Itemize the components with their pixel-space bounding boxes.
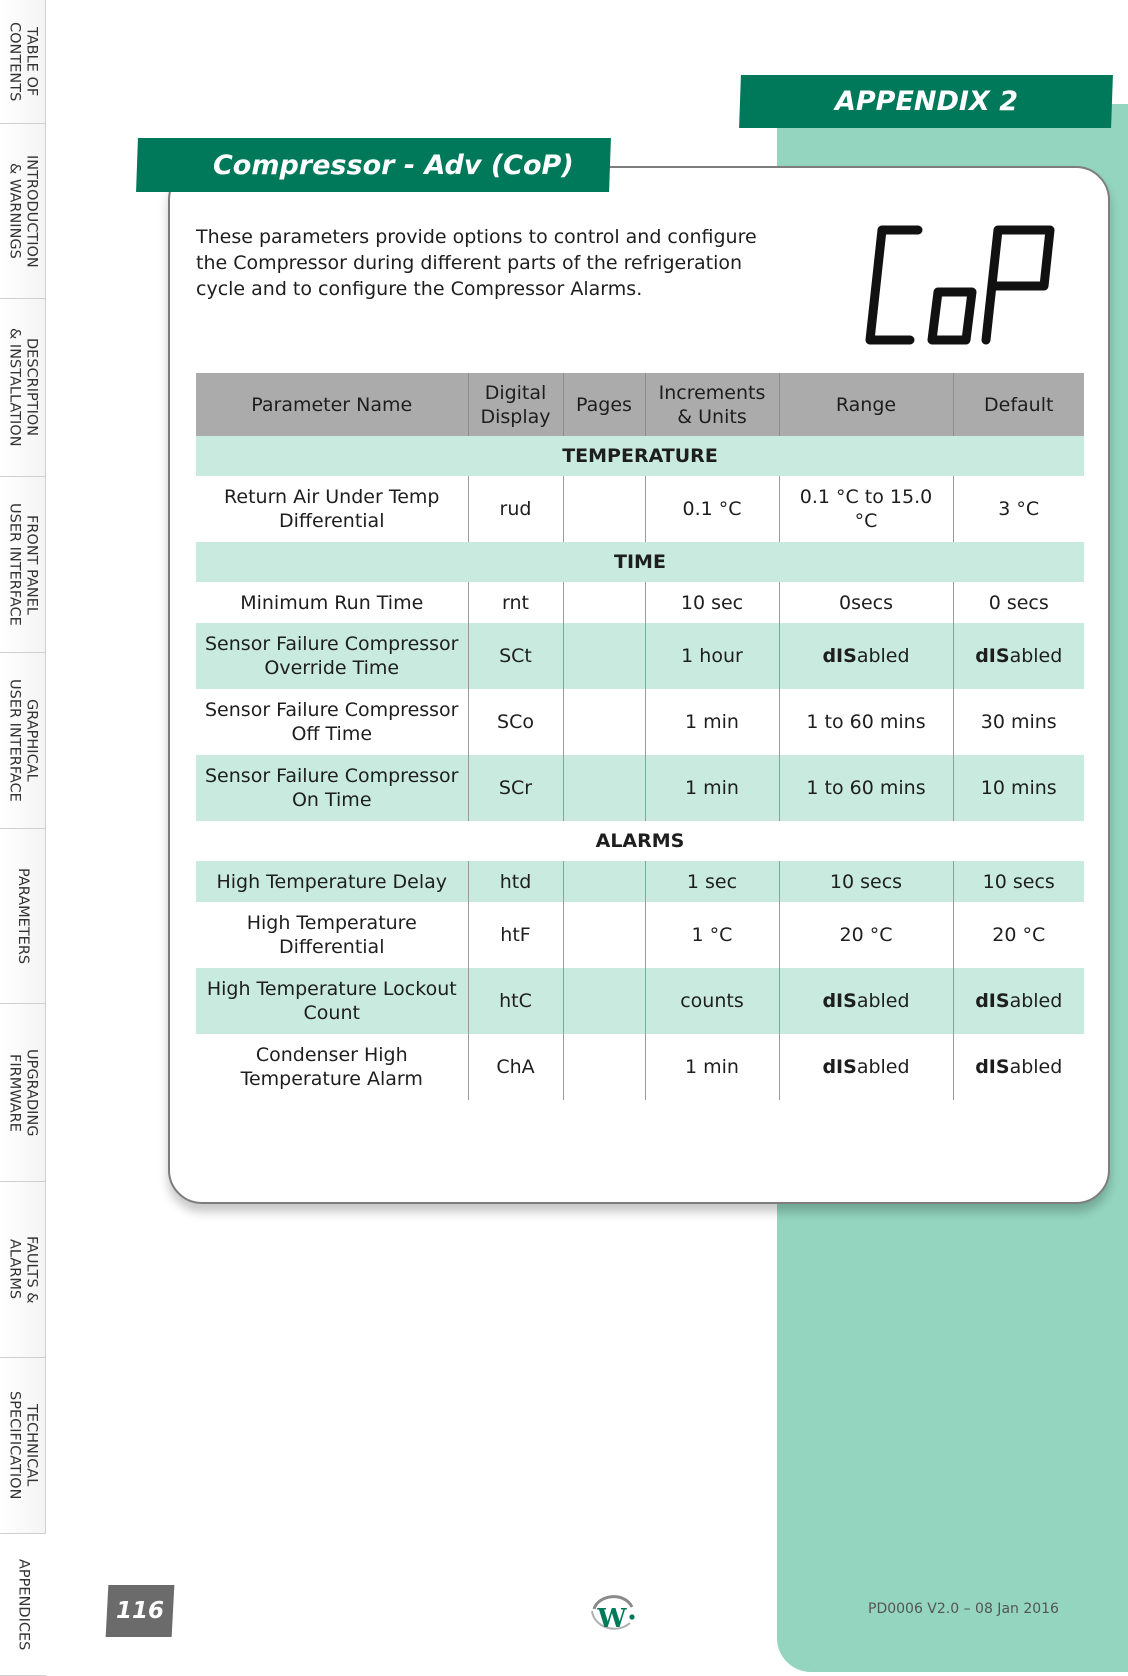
table-row [196,861,1084,902]
cell-increments: 1 min [645,689,779,755]
cell-pages [563,861,645,902]
cell-default: 10 secs [953,861,1084,902]
cell-increments: 1 hour [645,623,779,689]
header-parameter-name: Parameter Name [196,373,468,436]
nav-tab-front-panel[interactable] [0,477,46,653]
section-row-time [196,542,1084,582]
default-bold: dIS [975,1056,1010,1078]
table-row [196,689,1084,755]
document-reference: PD0006 V2.0 – 08 Jan 2016 [868,1601,1059,1617]
section-label: ALARMS [196,821,1084,861]
cell-default: 3 °C [998,498,1040,520]
section-banner [136,138,611,192]
cell-digital-display: SCo [468,689,563,755]
header-pages: Pages [563,373,645,436]
nav-tab-label: APPENDICES [15,1558,32,1651]
cell-range [779,968,953,1034]
cell-digital-display: rud [468,476,563,542]
nav-tab-label: PARAMETERS [15,867,31,965]
cell-increments: 1 °C [645,902,779,968]
nav-tab-label: TECHNICAL SPECIFICATION [6,1391,40,1500]
cell-parameter-name: Return Air Under Temp Differential [196,476,468,542]
cell-parameter-name: Sensor Failure Compressor Override Time [196,623,468,689]
cell-default [953,623,1084,689]
page-number: 116 [115,1598,164,1624]
cell-increments: 1 sec [645,861,779,902]
nav-tab-label: TABLE OF CONTENTS [6,21,40,102]
cell-range: 10 secs [779,861,953,902]
range-rest: abled [856,990,910,1012]
section-row-temperature [196,436,1084,476]
default-bold: dIS [975,645,1010,667]
appendix-banner [739,75,1113,128]
default-bold: dIS [975,990,1010,1012]
nav-tab-faults[interactable] [0,1182,46,1358]
cell-increments: 1 min [645,1034,779,1100]
table-row [196,582,1084,623]
cell-digital-display: SCr [468,755,563,821]
table-row [196,902,1084,968]
cell-parameter-name: High Temperature Delay [196,861,468,902]
range-rest: abled [856,645,910,667]
nav-tab-label: UPGRADING FIRMWARE [6,1048,40,1137]
cell-parameter-name: Sensor Failure Compressor Off Time [196,689,468,755]
cell-default [953,1034,1084,1100]
cell-default: 20 °C [992,924,1046,946]
cell-digital-display: rnt [468,582,563,623]
cell-parameter-name: Condenser High Temperature Alarm [196,1034,468,1100]
cell-digital-display: htC [468,968,563,1034]
nav-tab-technical[interactable] [0,1358,46,1534]
cell-digital-display: ChA [468,1034,563,1100]
cell-range: 1 to 60 mins [779,755,953,821]
cell-range: 0.1 °C to 15.0 °C [779,476,953,542]
table-header-row [196,373,1084,436]
nav-tab-description[interactable] [0,299,46,477]
default-rest: abled [1009,990,1063,1012]
range-bold: dIS [822,1056,857,1078]
header-increments: Increments & Units [645,373,779,436]
cell-range [779,623,953,689]
nav-tab-appendices[interactable] [0,1534,46,1676]
cell-pages [563,582,645,623]
cell-pages [563,968,645,1034]
cell-pages [563,755,645,821]
section-title: Compressor - Adv (CoP) [213,149,574,181]
cell-pages [563,902,645,968]
cell-default: 30 mins [980,711,1057,733]
cell-parameter-name: High Temperature Differential [196,902,468,968]
cell-pages [563,623,645,689]
table-row [196,755,1084,821]
cell-default [953,968,1084,1034]
cell-increments: counts [645,968,779,1034]
cell-increments: 10 sec [645,582,779,623]
cell-increments: 1 min [645,755,779,821]
default-rest: abled [1009,645,1063,667]
nav-tab-label: GRAPHICAL USER INTERFACE [6,679,40,802]
nav-tab-label: DESCRIPTION & INSTALLATION [6,328,40,447]
table-row [196,1034,1084,1100]
page-number-badge [106,1585,175,1637]
header-range: Range [779,373,953,436]
cell-pages [563,1034,645,1100]
cell-range: 1 to 60 mins [779,689,953,755]
range-rest: abled [856,1056,910,1078]
cell-parameter-name: Sensor Failure Compressor On Time [196,755,468,821]
cell-range [779,1034,953,1100]
default-rest: abled [1009,1056,1063,1078]
cell-digital-display: htF [468,902,563,968]
appendix-title: APPENDIX 2 [834,86,1018,117]
nav-tab-introduction[interactable] [0,124,46,299]
range-bold: dIS [822,990,857,1012]
parameter-table [196,373,1084,1100]
table-row [196,476,1084,542]
range-bold: dIS [822,645,857,667]
cell-pages [563,689,645,755]
section-label: TEMPERATURE [196,436,1084,476]
table-row [196,968,1084,1034]
nav-tab-contents[interactable] [0,0,46,124]
nav-tab-label: FRONT PANEL USER INTERFACE [6,503,40,626]
header-default: Default [953,373,1084,436]
table-row [196,623,1084,689]
section-label: TIME [196,542,1084,582]
cell-parameter-name: Minimum Run Time [196,582,468,623]
side-navigation [0,0,47,1676]
lcd-display-icon [862,222,1074,350]
nav-tab-graphical[interactable] [0,653,46,829]
cell-pages [563,476,645,542]
nav-tab-parameters[interactable] [0,829,46,1004]
cell-digital-display: htd [468,861,563,902]
header-digital-display: Digital Display [468,373,563,436]
svg-text:W: W [597,1604,627,1634]
cell-default: 10 mins [953,755,1084,821]
cell-parameter-name: High Temperature Lockout Count [196,968,468,1034]
w-logo-icon [586,1587,638,1637]
cell-digital-display: SCt [468,623,563,689]
cell-default: 0 secs [988,591,1049,614]
cell-range: 20 °C [779,902,953,968]
intro-text: These parameters provide options to control and configure the Compressor during different parts of the refrigeration cycle and to configure the Compressor Alarms. [196,226,757,300]
section-row-alarms [196,821,1084,861]
cell-increments: 0.1 °C [645,476,779,542]
nav-tab-upgrading[interactable] [0,1004,46,1182]
cell-range: 0secs [779,582,953,623]
nav-tab-label: INTRODUCTION & WARNINGS [6,154,40,268]
nav-tab-label: FAULTS & ALARMS [6,1235,40,1304]
